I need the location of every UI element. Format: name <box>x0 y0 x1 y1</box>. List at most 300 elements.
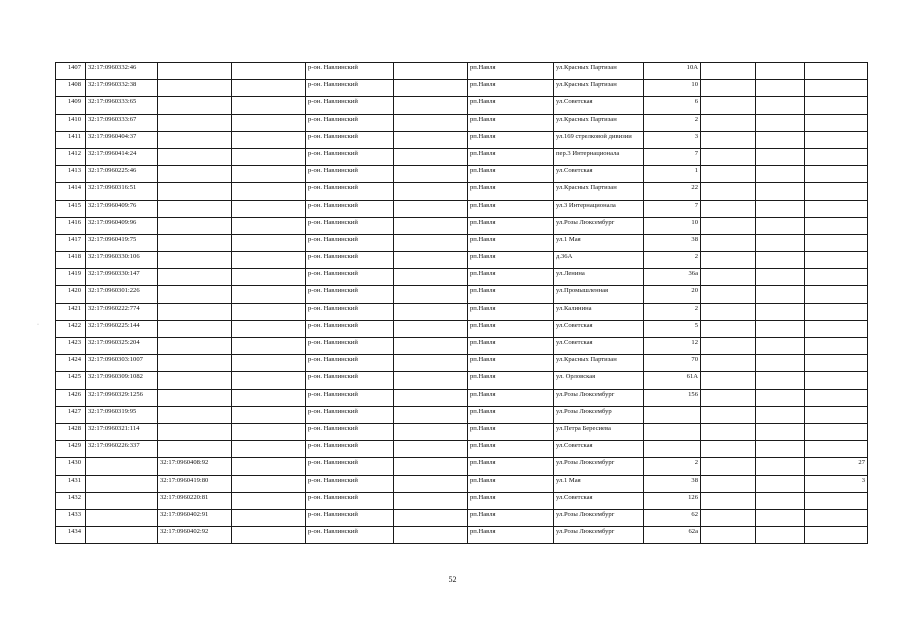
cell-house-number: 3 <box>644 131 701 148</box>
cell-house-number <box>644 406 701 423</box>
cell-empty <box>701 475 756 492</box>
cell-cadastral-number-alt <box>158 234 232 251</box>
table-row <box>56 458 868 475</box>
table-row <box>56 527 868 544</box>
cell-empty <box>701 97 756 114</box>
cell-district: р-он. Навлинский <box>306 441 394 458</box>
cell-empty <box>394 406 468 423</box>
scan-artifact-mark: · <box>37 322 39 328</box>
cell-empty <box>232 372 306 389</box>
cell-extra-value <box>805 286 868 303</box>
cell-house-number: 62а <box>644 527 701 544</box>
cell-empty <box>232 234 306 251</box>
cell-empty <box>232 252 306 269</box>
cell-empty <box>394 166 468 183</box>
cell-empty <box>701 131 756 148</box>
table-row <box>56 441 868 458</box>
cell-house-number: 38 <box>644 234 701 251</box>
cell-extra-value <box>805 183 868 200</box>
cell-house-number: 36а <box>644 269 701 286</box>
cell-street: ул.Советская <box>554 320 644 337</box>
cell-row-number: 1411 <box>56 131 86 148</box>
cell-district: р-он. Навлинский <box>306 509 394 526</box>
cell-empty <box>756 423 805 440</box>
cell-extra-value <box>805 166 868 183</box>
cell-street: ул.1 Мая <box>554 234 644 251</box>
cell-cadastral-number-alt <box>158 389 232 406</box>
cell-street: ул.Розы Люксембург <box>554 527 644 544</box>
cell-district: р-он. Навлинский <box>306 200 394 217</box>
table-row <box>56 217 868 234</box>
cell-empty <box>701 217 756 234</box>
cell-street: ул.Розы Люксембург <box>554 389 644 406</box>
cell-extra-value <box>805 303 868 320</box>
cell-empty <box>232 303 306 320</box>
cell-empty <box>394 234 468 251</box>
cell-extra-value <box>805 114 868 131</box>
cell-row-number: 1420 <box>56 286 86 303</box>
cell-row-number: 1434 <box>56 527 86 544</box>
table-row <box>56 166 868 183</box>
cell-house-number: 12 <box>644 338 701 355</box>
cell-empty <box>394 114 468 131</box>
cell-cadastral-number: 32:17:0960333:67 <box>86 114 158 131</box>
cell-settlement: рп.Навля <box>468 80 554 97</box>
cell-street: ул.Советская <box>554 166 644 183</box>
cell-empty <box>756 148 805 165</box>
cell-settlement: рп.Навля <box>468 355 554 372</box>
cell-empty <box>701 234 756 251</box>
cell-row-number: 1432 <box>56 492 86 509</box>
cell-empty <box>701 286 756 303</box>
cell-empty <box>394 372 468 389</box>
cell-street: ул.Розы Люксембург <box>554 509 644 526</box>
cell-empty <box>394 389 468 406</box>
cell-settlement: рп.Навля <box>468 303 554 320</box>
cell-district: р-он. Навлинский <box>306 527 394 544</box>
cell-house-number: 70 <box>644 355 701 372</box>
cell-street: ул.Советская <box>554 441 644 458</box>
cell-extra-value <box>805 252 868 269</box>
cell-empty <box>701 200 756 217</box>
cell-cadastral-number: 32:17:0960321:114 <box>86 423 158 440</box>
cell-row-number: 1429 <box>56 441 86 458</box>
cell-house-number: 1 <box>644 166 701 183</box>
cell-house-number: 2 <box>644 252 701 269</box>
cell-extra-value <box>805 131 868 148</box>
cell-empty <box>394 338 468 355</box>
cell-settlement: рп.Навля <box>468 423 554 440</box>
cell-empty <box>394 492 468 509</box>
cell-cadastral-number-alt <box>158 166 232 183</box>
cell-row-number: 1409 <box>56 97 86 114</box>
cell-house-number: 7 <box>644 200 701 217</box>
cell-empty <box>756 166 805 183</box>
cell-empty <box>756 527 805 544</box>
cell-street: ул.Промышленная <box>554 286 644 303</box>
cell-extra-value <box>805 200 868 217</box>
cell-cadastral-number: 32:17:0960222:774 <box>86 303 158 320</box>
cell-empty <box>701 389 756 406</box>
cell-extra-value <box>805 80 868 97</box>
cell-empty <box>232 509 306 526</box>
cell-empty <box>232 458 306 475</box>
cell-cadastral-number: 32:17:0960309:1082 <box>86 372 158 389</box>
cell-cadastral-number-alt <box>158 131 232 148</box>
cell-empty <box>756 234 805 251</box>
cell-cadastral-number: 32:17:0960330:147 <box>86 269 158 286</box>
cell-empty <box>756 200 805 217</box>
table-row <box>56 97 868 114</box>
cell-cadastral-number-alt <box>158 423 232 440</box>
cell-cadastral-number <box>86 458 158 475</box>
cell-house-number: 126 <box>644 492 701 509</box>
cell-cadastral-number: 32:17:0960330:106 <box>86 252 158 269</box>
cell-house-number: 10 <box>644 80 701 97</box>
cell-cadastral-number: 32:17:0960316:51 <box>86 183 158 200</box>
cell-street: ул.Красных Партизан <box>554 80 644 97</box>
cell-cadastral-number: 32:17:0960225:46 <box>86 166 158 183</box>
cell-district: р-он. Навлинский <box>306 183 394 200</box>
table-row <box>56 200 868 217</box>
cell-cadastral-number: 32:17:0960303:1007 <box>86 355 158 372</box>
cell-empty <box>394 217 468 234</box>
cell-settlement: рп.Навля <box>468 148 554 165</box>
cell-cadastral-number: 32:17:0960332:38 <box>86 80 158 97</box>
cell-empty <box>394 131 468 148</box>
cell-empty <box>701 423 756 440</box>
cell-extra-value <box>805 492 868 509</box>
cell-district: р-он. Навлинский <box>306 372 394 389</box>
cell-empty <box>756 458 805 475</box>
cell-cadastral-number: 32:17:0960409:76 <box>86 200 158 217</box>
cell-empty <box>232 355 306 372</box>
cell-empty <box>756 320 805 337</box>
cell-empty <box>394 80 468 97</box>
cell-extra-value <box>805 372 868 389</box>
cell-empty <box>756 475 805 492</box>
cell-empty <box>756 286 805 303</box>
cell-empty <box>701 63 756 80</box>
cell-empty <box>701 527 756 544</box>
cell-cadastral-number-alt <box>158 441 232 458</box>
cell-empty <box>756 63 805 80</box>
cell-empty <box>232 338 306 355</box>
cell-settlement: рп.Навля <box>468 320 554 337</box>
cell-extra-value <box>805 423 868 440</box>
cell-empty <box>394 63 468 80</box>
cell-extra-value <box>805 234 868 251</box>
cell-empty <box>232 148 306 165</box>
cell-extra-value <box>805 355 868 372</box>
cell-empty <box>701 338 756 355</box>
cell-empty <box>232 527 306 544</box>
cell-row-number: 1428 <box>56 423 86 440</box>
cell-empty <box>232 63 306 80</box>
cell-empty <box>394 527 468 544</box>
cell-row-number: 1423 <box>56 338 86 355</box>
cell-settlement: рп.Навля <box>468 338 554 355</box>
cell-row-number: 1421 <box>56 303 86 320</box>
cell-cadastral-number-alt: 32:17:0960402:92 <box>158 527 232 544</box>
cell-empty <box>232 286 306 303</box>
cell-cadastral-number-alt <box>158 286 232 303</box>
cell-empty <box>394 509 468 526</box>
cell-street: ул.1 Мая <box>554 475 644 492</box>
cell-cadastral-number: 32:17:0960404:37 <box>86 131 158 148</box>
cell-empty <box>756 372 805 389</box>
cell-empty <box>756 355 805 372</box>
cell-district: р-он. Навлинский <box>306 423 394 440</box>
table-row <box>56 269 868 286</box>
table-row <box>56 389 868 406</box>
cell-settlement: рп.Навля <box>468 372 554 389</box>
cell-empty <box>701 303 756 320</box>
cell-street: ул.Красных Партизан <box>554 63 644 80</box>
cell-house-number: 5 <box>644 320 701 337</box>
table-row <box>56 234 868 251</box>
cell-house-number: 2 <box>644 303 701 320</box>
cell-empty <box>701 252 756 269</box>
cell-empty <box>701 166 756 183</box>
property-registry-table <box>55 62 868 544</box>
cell-cadastral-number-alt <box>158 303 232 320</box>
cell-house-number: 20 <box>644 286 701 303</box>
cell-street: ул.Советская <box>554 97 644 114</box>
cell-house-number <box>644 441 701 458</box>
cell-row-number: 1416 <box>56 217 86 234</box>
cell-settlement: рп.Навля <box>468 252 554 269</box>
table-row <box>56 114 868 131</box>
cell-district: р-он. Навлинский <box>306 166 394 183</box>
cell-district: р-он. Навлинский <box>306 303 394 320</box>
cell-empty <box>232 217 306 234</box>
table-row <box>56 372 868 389</box>
cell-street: ул.Красных Партизан <box>554 114 644 131</box>
cell-extra-value: 27 <box>805 458 868 475</box>
cell-row-number: 1410 <box>56 114 86 131</box>
cell-empty <box>756 252 805 269</box>
cell-street: ул.Красных Партизан <box>554 183 644 200</box>
table-row <box>56 148 868 165</box>
cell-extra-value <box>805 527 868 544</box>
cell-cadastral-number: 32:17:0960301:226 <box>86 286 158 303</box>
cell-row-number: 1408 <box>56 80 86 97</box>
table-row <box>56 492 868 509</box>
cell-row-number: 1426 <box>56 389 86 406</box>
cell-empty <box>756 509 805 526</box>
cell-cadastral-number-alt <box>158 114 232 131</box>
cell-house-number: 61А <box>644 372 701 389</box>
table-row <box>56 509 868 526</box>
cell-street: ул.Петра Бересиева <box>554 423 644 440</box>
cell-extra-value <box>805 338 868 355</box>
cell-cadastral-number: 32:17:0960319:95 <box>86 406 158 423</box>
cell-row-number: 1430 <box>56 458 86 475</box>
cell-cadastral-number <box>86 475 158 492</box>
table-row <box>56 286 868 303</box>
cell-cadastral-number-alt: 32:17:0960220:81 <box>158 492 232 509</box>
cell-empty <box>701 509 756 526</box>
cell-empty <box>232 320 306 337</box>
cell-street: ул.Розы Люксембург <box>554 217 644 234</box>
cell-empty <box>701 355 756 372</box>
cell-row-number: 1431 <box>56 475 86 492</box>
cell-settlement: рп.Навля <box>468 475 554 492</box>
cell-house-number <box>644 423 701 440</box>
cell-cadastral-number-alt <box>158 97 232 114</box>
cell-street: ул.Калинина <box>554 303 644 320</box>
cell-cadastral-number-alt <box>158 320 232 337</box>
cell-cadastral-number-alt <box>158 406 232 423</box>
cell-cadastral-number <box>86 509 158 526</box>
cell-district: р-он. Навлинский <box>306 338 394 355</box>
cell-settlement: рп.Навля <box>468 441 554 458</box>
cell-empty <box>394 183 468 200</box>
cell-cadastral-number-alt <box>158 269 232 286</box>
cell-row-number: 1427 <box>56 406 86 423</box>
cell-empty <box>756 338 805 355</box>
cell-settlement: рп.Навля <box>468 509 554 526</box>
table-row <box>56 320 868 337</box>
cell-house-number: 10А <box>644 63 701 80</box>
cell-extra-value <box>805 509 868 526</box>
table-row <box>56 338 868 355</box>
cell-empty <box>232 200 306 217</box>
cell-house-number: 2 <box>644 114 701 131</box>
cell-extra-value <box>805 63 868 80</box>
cell-cadastral-number-alt <box>158 183 232 200</box>
table-row <box>56 252 868 269</box>
cell-empty <box>756 406 805 423</box>
cell-empty <box>232 269 306 286</box>
cell-street: ул.Красных Партизан <box>554 355 644 372</box>
cell-empty <box>756 441 805 458</box>
table-row <box>56 80 868 97</box>
cell-empty <box>394 200 468 217</box>
cell-cadastral-number-alt <box>158 372 232 389</box>
cell-settlement: рп.Навля <box>468 286 554 303</box>
cell-empty <box>701 320 756 337</box>
cell-cadastral-number: 32:17:0960419:75 <box>86 234 158 251</box>
cell-extra-value <box>805 389 868 406</box>
cell-street: пер.3 Интернационала <box>554 148 644 165</box>
cell-street: ул.169 стрелковой дивизии <box>554 131 644 148</box>
cell-settlement: рп.Навля <box>468 492 554 509</box>
table-row <box>56 63 868 80</box>
cell-street: ул.Розы Люксембур <box>554 406 644 423</box>
cell-settlement: рп.Навля <box>468 97 554 114</box>
cell-extra-value <box>805 269 868 286</box>
page-number: 52 <box>448 575 457 584</box>
cell-house-number: 2 <box>644 458 701 475</box>
cell-cadastral-number-alt <box>158 217 232 234</box>
cell-row-number: 1424 <box>56 355 86 372</box>
cell-district: р-он. Навлинский <box>306 217 394 234</box>
cell-empty <box>394 269 468 286</box>
cell-empty <box>232 131 306 148</box>
cell-district: р-он. Навлинский <box>306 234 394 251</box>
cell-extra-value <box>805 320 868 337</box>
cell-empty <box>232 492 306 509</box>
cell-row-number: 1407 <box>56 63 86 80</box>
cell-street: ул.3 Интернационала <box>554 200 644 217</box>
cell-empty <box>394 475 468 492</box>
cell-district: р-он. Навлинский <box>306 97 394 114</box>
cell-row-number: 1422 <box>56 320 86 337</box>
cell-row-number: 1425 <box>56 372 86 389</box>
cell-cadastral-number-alt <box>158 148 232 165</box>
cell-empty <box>394 252 468 269</box>
cell-row-number: 1413 <box>56 166 86 183</box>
cell-district: р-он. Навлинский <box>306 492 394 509</box>
cell-empty <box>232 423 306 440</box>
cell-empty <box>756 114 805 131</box>
cell-empty <box>394 320 468 337</box>
cell-cadastral-number: 32:17:0960333:65 <box>86 97 158 114</box>
cell-cadastral-number: 32:17:0960325:204 <box>86 338 158 355</box>
cell-district: р-он. Навлинский <box>306 406 394 423</box>
cell-house-number: 6 <box>644 97 701 114</box>
cell-settlement: рп.Навля <box>468 269 554 286</box>
cell-district: р-он. Навлинский <box>306 320 394 337</box>
cell-empty <box>394 97 468 114</box>
cell-house-number: 10 <box>644 217 701 234</box>
cell-row-number: 1433 <box>56 509 86 526</box>
cell-district: р-он. Навлинский <box>306 131 394 148</box>
cell-cadastral-number-alt <box>158 338 232 355</box>
cell-cadastral-number: 32:17:0960329:1256 <box>86 389 158 406</box>
cell-cadastral-number-alt: 32:17:0960419:80 <box>158 475 232 492</box>
cell-cadastral-number-alt <box>158 252 232 269</box>
cell-house-number: 22 <box>644 183 701 200</box>
cell-empty <box>701 148 756 165</box>
cell-district: р-он. Навлинский <box>306 389 394 406</box>
cell-house-number: 38 <box>644 475 701 492</box>
table-row <box>56 355 868 372</box>
cell-cadastral-number-alt <box>158 80 232 97</box>
cell-cadastral-number <box>86 527 158 544</box>
table-row <box>56 406 868 423</box>
cell-settlement: рп.Навля <box>468 217 554 234</box>
cell-empty <box>394 303 468 320</box>
cell-settlement: рп.Навля <box>468 458 554 475</box>
cell-empty <box>756 492 805 509</box>
cell-district: р-он. Навлинский <box>306 269 394 286</box>
cell-empty <box>701 80 756 97</box>
cell-cadastral-number-alt: 32:17:0960408:92 <box>158 458 232 475</box>
cell-empty <box>701 441 756 458</box>
cell-empty <box>394 458 468 475</box>
cell-district: р-он. Навлинский <box>306 252 394 269</box>
table-row <box>56 131 868 148</box>
cell-cadastral-number-alt <box>158 63 232 80</box>
cell-cadastral-number: 32:17:0960225:144 <box>86 320 158 337</box>
cell-district: р-он. Навлинский <box>306 355 394 372</box>
cell-settlement: рп.Навля <box>468 389 554 406</box>
cell-empty <box>232 406 306 423</box>
cell-empty <box>394 355 468 372</box>
cell-extra-value <box>805 97 868 114</box>
cell-empty <box>756 131 805 148</box>
cell-cadastral-number-alt <box>158 200 232 217</box>
cell-empty <box>756 217 805 234</box>
cell-empty <box>701 183 756 200</box>
cell-empty <box>701 114 756 131</box>
cell-settlement: рп.Навля <box>468 527 554 544</box>
cell-cadastral-number: 32:17:0960332:46 <box>86 63 158 80</box>
cell-street: д.36А <box>554 252 644 269</box>
